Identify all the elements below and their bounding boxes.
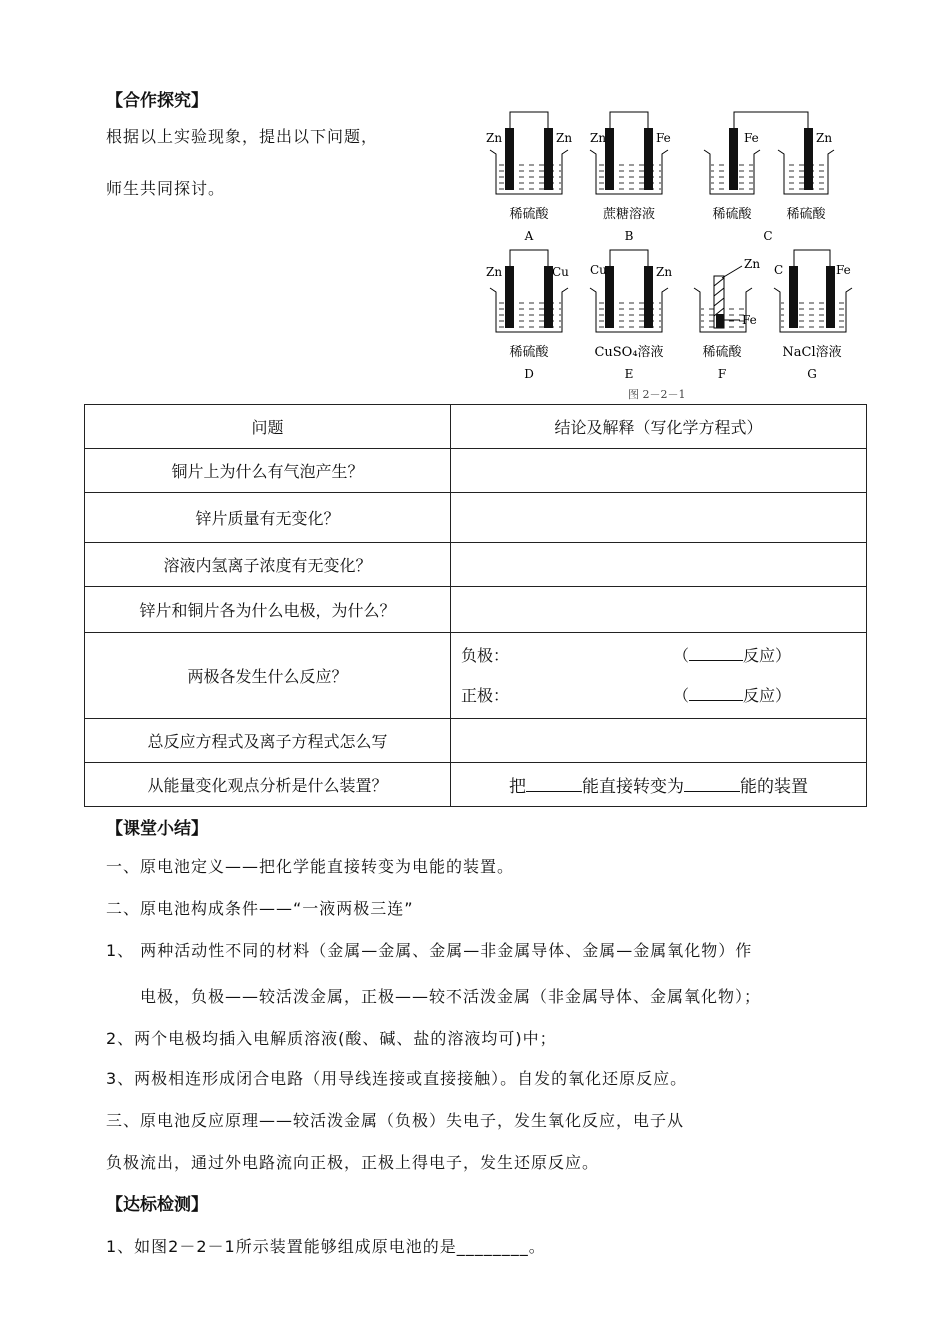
table-row — [85, 493, 867, 543]
section-heading-cooperation: 【合作探究】 — [106, 91, 208, 111]
inquiry-table — [84, 404, 867, 807]
electrode-label: Zn — [744, 257, 761, 271]
setup-letter: E — [624, 367, 634, 381]
table-row — [85, 543, 867, 587]
summary-line: 一、原电池定义——把化学能直接转变为电能的装置。 — [106, 857, 515, 876]
summary-line: 3、两极相连形成闭合电路（用导线连接或直接接触）。自发的氧化还原反应。 — [106, 1069, 688, 1088]
summary-line: 二、原电池构成条件——“一液两极三连” — [106, 899, 414, 918]
answer-cell[interactable] — [451, 719, 867, 763]
header-question: 问题 — [85, 405, 451, 449]
reaction-type-blank: （ 反应） — [673, 645, 792, 665]
table-row — [85, 719, 867, 763]
setup-b — [590, 112, 671, 243]
solution-label: 稀硫酸 — [509, 207, 549, 222]
summary-line: 三、原电池反应原理——较活泼金属（负极）失电子，发生氧化反应，电子从 — [106, 1111, 685, 1130]
table-row — [85, 763, 867, 807]
intro-line-2: 师生共同探讨。 — [106, 179, 226, 198]
solution-label: NaCl溶液 — [782, 345, 842, 360]
section-heading-test: 【达标检测】 — [106, 1195, 208, 1215]
answer-cell[interactable] — [451, 543, 867, 587]
electrode-label: Zn — [656, 265, 673, 279]
solution-label: 稀硫酸 — [712, 207, 752, 222]
summary-line: 负极流出，通过外电路流向正极，正极上得电子，发生还原反应。 — [106, 1153, 600, 1172]
answer-cell[interactable] — [451, 587, 867, 633]
figure-caption: 图 2－2－1 — [628, 388, 686, 401]
table-header-row — [85, 405, 867, 449]
reaction-type-blank: （ 反应） — [673, 685, 792, 705]
positive-electrode-label: 正极： — [461, 685, 510, 705]
question-cell: 锌片和铜片各为什么电极，为什么？ — [85, 587, 451, 633]
electrode-label: Fe — [744, 131, 759, 145]
setup-g — [774, 250, 852, 381]
setup-letter: C — [763, 229, 773, 243]
solution-label: 稀硫酸 — [786, 207, 826, 222]
question-cell: 从能量变化观点分析是什么装置？ — [85, 763, 451, 807]
question-cell: 总反应方程式及离子方程式怎么写 — [85, 719, 451, 763]
cell-setups-figure — [478, 108, 878, 404]
answer-cell[interactable] — [451, 449, 867, 493]
setup-d — [486, 250, 569, 381]
section-heading-summary: 【课堂小结】 — [106, 819, 208, 839]
setup-letter: F — [717, 367, 727, 381]
setup-letter: G — [807, 367, 817, 381]
negative-electrode-label: 负极： — [461, 645, 510, 665]
setup-letter: D — [524, 367, 534, 381]
question-cell: 两极各发生什么反应？ — [85, 633, 451, 719]
setup-a — [486, 112, 572, 243]
electrode-label: C — [774, 263, 784, 277]
summary-line: 1、 两种活动性不同的材料（金属—金属、金属—非金属导体、金属—金属氧化物）作 — [106, 941, 753, 960]
electrode-label: Zn — [486, 131, 503, 145]
electrode-label: Zn — [590, 131, 607, 145]
summary-line: 电极，负极——较活泼金属，正极——较不活泼金属（非金属导体、金属氧化物）； — [140, 987, 762, 1006]
setup-e — [590, 250, 672, 381]
summary-line: 2、两个电极均插入电解质溶液(酸、碱、盐的溶液均可)中； — [106, 1029, 557, 1048]
electrode-label: Zn — [556, 131, 573, 145]
electrode-label: Fe — [742, 313, 757, 327]
setup-f — [694, 257, 760, 381]
setup-letter: B — [624, 229, 634, 243]
solution-label: 稀硫酸 — [702, 345, 742, 360]
answer-cell-reactions[interactable] — [451, 633, 867, 719]
table-row — [85, 633, 867, 719]
solution-label: CuSO₄溶液 — [594, 345, 664, 360]
electrode-label: Cu — [552, 265, 569, 279]
electrode-label: Fe — [656, 131, 671, 145]
solution-label: 稀硫酸 — [509, 345, 549, 360]
setup-letter: A — [524, 229, 534, 243]
table-row — [85, 449, 867, 493]
electrode-label: Cu — [590, 263, 607, 277]
table-row — [85, 587, 867, 633]
solution-label: 蔗糖溶液 — [602, 207, 656, 222]
intro-line-1: 根据以上实验现象，提出以下问题， — [106, 127, 379, 146]
setup-c — [704, 112, 834, 243]
answer-cell[interactable] — [451, 493, 867, 543]
electrode-label: Zn — [816, 131, 833, 145]
header-answer: 结论及解释（写化学方程式） — [451, 405, 867, 449]
question-cell: 锌片质量有无变化？ — [85, 493, 451, 543]
test-question-1: 1、如图2－2－1所示装置能够组成原电池的是________。 — [106, 1237, 546, 1256]
question-cell: 铜片上为什么有气泡产生？ — [85, 449, 451, 493]
answer-cell-energy[interactable]: 把 能直接转变为 能的装置 — [451, 763, 867, 807]
electrode-label: Zn — [486, 265, 503, 279]
electrode-label: Fe — [836, 263, 851, 277]
question-cell: 溶液内氢离子浓度有无变化？ — [85, 543, 451, 587]
